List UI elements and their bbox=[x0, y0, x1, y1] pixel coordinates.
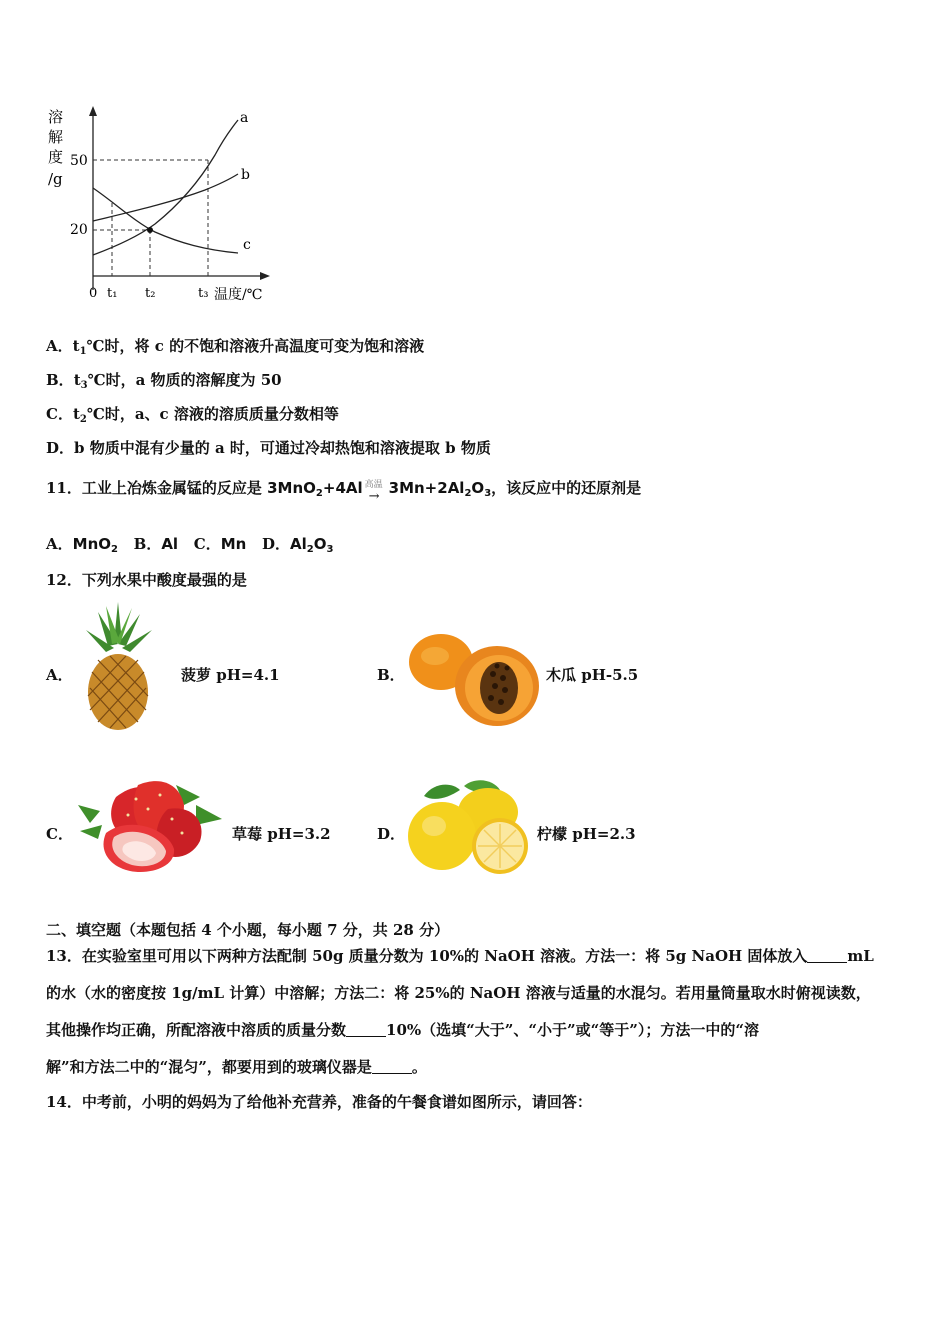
pineapple-image bbox=[78, 602, 160, 732]
option-letter: B． bbox=[133, 535, 162, 553]
q12-option-a-label: 菠萝 pH=4.1 bbox=[181, 666, 280, 684]
q12-option-b-letter: B． bbox=[377, 666, 405, 684]
equation-products: $3Mn+2Al_2O_3$ bbox=[388, 479, 492, 499]
q12-option-a-letter: A． bbox=[46, 666, 73, 684]
q11-options bbox=[46, 534, 333, 560]
option-formula: $Al_2O_3$ bbox=[290, 535, 334, 555]
question-text: 工业上冶炼金属锰的反应是 bbox=[81, 479, 268, 497]
equation-reactants: 3MnO$_2$+4Al bbox=[267, 479, 363, 499]
x-axis-label: 温度/℃ bbox=[214, 287, 263, 303]
q12-question: 12．下列水果中酸度最强的是 bbox=[46, 571, 247, 589]
temp-symbol: t bbox=[72, 405, 80, 423]
y-label-char: /g bbox=[48, 170, 63, 188]
option-text: ℃时，将 c 的不饱和溶液升高温度可变为饱和溶液 bbox=[86, 337, 425, 355]
series-label-a: a bbox=[240, 110, 249, 126]
q10-option-b bbox=[46, 370, 282, 396]
option-letter: A． bbox=[46, 337, 73, 355]
q13-text: 13．在实验室里可用以下两种方法配制 50g 质量分数为 10%的 NaOH 溶液。方法一：将 5g NaOH 固体放入 bbox=[46, 947, 808, 965]
q12-option-d-label: 柠檬 pH=2.3 bbox=[537, 825, 636, 843]
option-text: ℃时，a、c 溶液的溶质质量分数相等 bbox=[86, 405, 339, 423]
q13-line-1 bbox=[46, 946, 874, 966]
q13-text: 10%（选填“大于”、“小于”或“等于”）；方法一中的“溶 bbox=[386, 1021, 760, 1039]
lemon-image bbox=[404, 776, 530, 876]
y-tick-label: 20 bbox=[70, 222, 88, 238]
temp-symbol: t bbox=[73, 371, 81, 389]
question-number: 11． bbox=[46, 479, 82, 497]
curve-b bbox=[93, 174, 238, 221]
y-label-char: 解 bbox=[48, 128, 64, 146]
subscript: 2 bbox=[79, 414, 87, 425]
q13-line-4 bbox=[46, 1057, 427, 1077]
q14-question: 14．中考前，小明的妈妈为了给他补充营养，准备的午餐食谱如图所示，请回答： bbox=[46, 1093, 592, 1111]
x-tick-label: t₂ bbox=[145, 286, 156, 301]
subscript: 1 bbox=[79, 346, 87, 357]
q13-text: 其他操作均正确，所配溶液中溶质的质量分数 bbox=[46, 1021, 347, 1039]
option-letter: D． bbox=[262, 535, 291, 553]
option-letter: C． bbox=[46, 405, 73, 423]
option-letter: B． bbox=[46, 371, 74, 389]
q13-text: 解”和方法二中的“混匀”，都要用到的玻璃仪器是 bbox=[46, 1058, 372, 1076]
y-axis-label bbox=[48, 108, 63, 188]
q10-option-d bbox=[46, 438, 491, 458]
option-formula: Al bbox=[161, 535, 179, 553]
intersection-point bbox=[147, 227, 153, 233]
q12-option-d-letter: D． bbox=[377, 825, 406, 843]
q11-question bbox=[46, 478, 641, 504]
x-tick-label: t₁ bbox=[107, 286, 118, 301]
answer-blank[interactable] bbox=[346, 1022, 386, 1037]
x-tick-label: t₃ bbox=[198, 286, 209, 301]
series-label-c: c bbox=[243, 237, 251, 253]
y-label-char: 度 bbox=[48, 148, 64, 166]
subscript: 3 bbox=[80, 380, 88, 391]
question-text: ，该反应中的还原剂是 bbox=[491, 479, 642, 497]
solubility-chart bbox=[40, 100, 280, 310]
option-letter: D． bbox=[46, 439, 75, 457]
temp-symbol: t bbox=[72, 337, 80, 355]
q10-option-c bbox=[46, 404, 339, 430]
option-text: ℃时，a 物质的溶解度为 50 bbox=[87, 371, 282, 389]
q13-text: 。 bbox=[411, 1058, 427, 1076]
curve-a bbox=[93, 120, 238, 255]
papaya-image bbox=[405, 628, 545, 728]
curve-c bbox=[93, 188, 238, 253]
q10-option-a bbox=[46, 336, 424, 362]
q12-option-c-label: 草莓 pH=3.2 bbox=[232, 825, 331, 843]
option-formula: MnO$_2$ bbox=[72, 535, 118, 555]
x-tick-label: 0 bbox=[89, 286, 98, 301]
section-heading: 二、填空题（本题包括 4 个小题，每小题 7 分，共 28 分） bbox=[46, 921, 450, 939]
option-letter: A． bbox=[46, 535, 73, 553]
q12-option-c-letter: C． bbox=[46, 825, 73, 843]
answer-blank[interactable] bbox=[372, 1059, 412, 1074]
series-label-b: b bbox=[241, 167, 250, 183]
option-formula: Mn bbox=[220, 535, 247, 553]
q13-line-2: 的水（水的密度按 1g/mL 计算）中溶解；方法二：将 25%的 NaOH 溶液与适量的水混匀。若用量筒量取水时俯视读数， bbox=[46, 984, 871, 1002]
option-letter: C． bbox=[193, 535, 221, 553]
reaction-condition: 高温 → bbox=[364, 480, 383, 504]
y-label-char: 溶 bbox=[48, 108, 64, 126]
q13-line-3 bbox=[46, 1020, 759, 1040]
y-axis-arrow bbox=[89, 106, 97, 116]
q13-text: mL bbox=[847, 947, 874, 965]
q12-option-b-label: 木瓜 pH-5.5 bbox=[546, 666, 639, 684]
strawberry-image bbox=[76, 775, 226, 875]
answer-blank[interactable] bbox=[807, 948, 847, 963]
option-text: b 物质中混有少量的 a 时，可通过冷却热饱和溶液提取 b 物质 bbox=[74, 439, 491, 457]
x-axis-arrow bbox=[260, 272, 270, 280]
y-tick-label: 50 bbox=[70, 153, 88, 169]
